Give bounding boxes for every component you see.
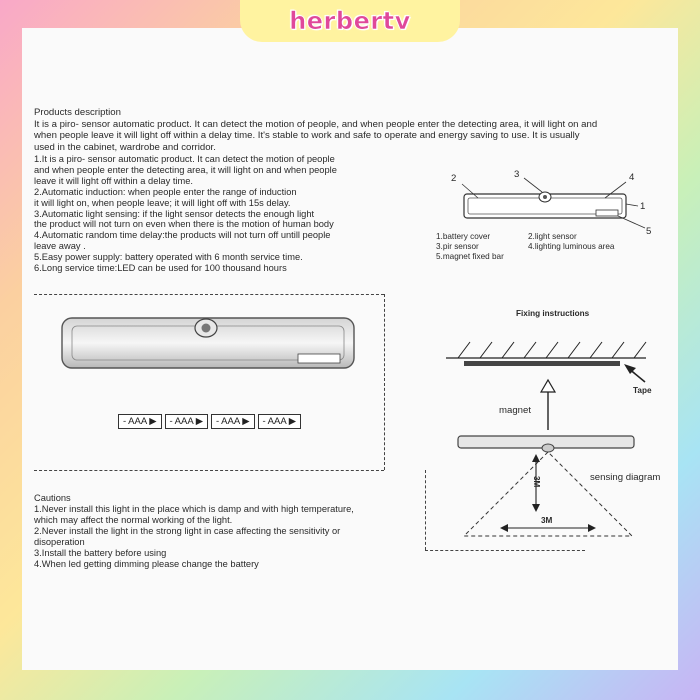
battery-row bbox=[118, 414, 301, 429]
part-number: 2 bbox=[451, 173, 457, 184]
light-bar-illustration bbox=[60, 316, 360, 376]
caution-item: disoperation bbox=[34, 537, 85, 547]
cautions-block bbox=[34, 493, 354, 570]
legend-item: 5.magnet fixed bar bbox=[436, 252, 504, 261]
battery-label: AAA bbox=[174, 416, 194, 427]
caution-item: 1.Never install this light in the place which is damp and with high temperature, bbox=[34, 504, 354, 514]
legend-item: 4.lighting luminous area bbox=[528, 242, 615, 251]
feature-item: 3.Automatic light sensing: if the light sensor detects the enough light bbox=[34, 208, 315, 219]
battery-label: AAA bbox=[267, 416, 287, 427]
features-list bbox=[34, 154, 337, 274]
vertical-distance-label: 3M bbox=[532, 476, 541, 488]
separator-dashed bbox=[425, 550, 585, 551]
battery-icon: - AAA ▶ bbox=[211, 414, 255, 429]
description-block bbox=[34, 107, 597, 153]
separator-dashed bbox=[34, 470, 384, 471]
separator-dashed bbox=[34, 294, 384, 295]
feature-item: leave it will light off within a delay time. bbox=[34, 175, 193, 186]
description-heading: Products description bbox=[34, 107, 121, 118]
cautions-heading: Cautions bbox=[34, 493, 71, 503]
brand-badge bbox=[240, 0, 460, 42]
caution-item: 4.When led getting dimming please change the battery bbox=[34, 559, 259, 569]
separator-dashed bbox=[425, 470, 426, 550]
feature-item: 5.Easy power supply: battery operated with 6 month service time. bbox=[34, 252, 303, 263]
tape-label: Tape bbox=[633, 386, 652, 395]
caution-item: 3.Install the battery before using bbox=[34, 548, 167, 558]
sensing-diagram-label: sensing diagram bbox=[590, 472, 661, 483]
battery-icon: - AAA ▶ bbox=[165, 414, 209, 429]
fixing-title: Fixing instructions bbox=[516, 309, 590, 318]
description-line: It is a piro- sensor automatic product. It can detect the motion of people, and when people enter the detecting area, it will light on and bbox=[34, 118, 598, 130]
legend-item: 3.pir sensor bbox=[436, 242, 479, 251]
part-number: 3 bbox=[514, 169, 520, 180]
caution-item: 2.Never install the light in the strong light in case affecting the sensitivity or bbox=[34, 526, 341, 536]
horizontal-distance-label: 3M bbox=[541, 516, 553, 525]
feature-item: 1.It is a piro- sensor automatic product. It can detect the motion of people bbox=[34, 154, 335, 164]
separator-dashed bbox=[384, 294, 385, 470]
feature-item: the product will not turn on even when there is the motion of human body bbox=[34, 219, 334, 230]
feature-item: it will light on, when people leave; it will light off with 15s delay. bbox=[34, 197, 291, 208]
feature-item: and when people enter the detecting area, it will light on and when people bbox=[34, 164, 337, 175]
caution-item: which may affect the normal working of the light. bbox=[34, 515, 233, 525]
parts-legend bbox=[436, 232, 614, 262]
part-number: 5 bbox=[646, 226, 652, 237]
magnet-label: magnet bbox=[499, 405, 531, 416]
part-number: 4 bbox=[629, 172, 635, 183]
battery-icon: - AAA ▶ bbox=[258, 414, 302, 429]
legend-item: 2.light sensor bbox=[528, 232, 577, 241]
brand-logo-text: herbertv bbox=[289, 7, 411, 35]
description-line: used in the cabinet, wardrobe and corridor. bbox=[34, 141, 216, 153]
description-line: when people leave it will light off within a delay time. It's stable to work and safe to operate and energy saving to use. It is usually bbox=[34, 130, 580, 142]
feature-item: 4.Automatic random time delay:the products will not turn off untill people bbox=[34, 230, 331, 241]
fixing-diagram bbox=[440, 330, 670, 550]
battery-icon: - AAA ▶ bbox=[118, 414, 162, 429]
battery-label: AAA bbox=[128, 416, 148, 427]
battery-label: AAA bbox=[221, 416, 241, 427]
part-number: 1 bbox=[640, 201, 646, 212]
feature-item: 2.Automatic induction: when people enter the range of induction bbox=[34, 186, 297, 197]
feature-item: 6.Long service time:LED can be used for 100 thousand hours bbox=[34, 263, 287, 274]
feature-item: leave away . bbox=[34, 241, 86, 252]
parts-diagram bbox=[440, 170, 670, 240]
legend-item: 1.battery cover bbox=[436, 232, 491, 241]
